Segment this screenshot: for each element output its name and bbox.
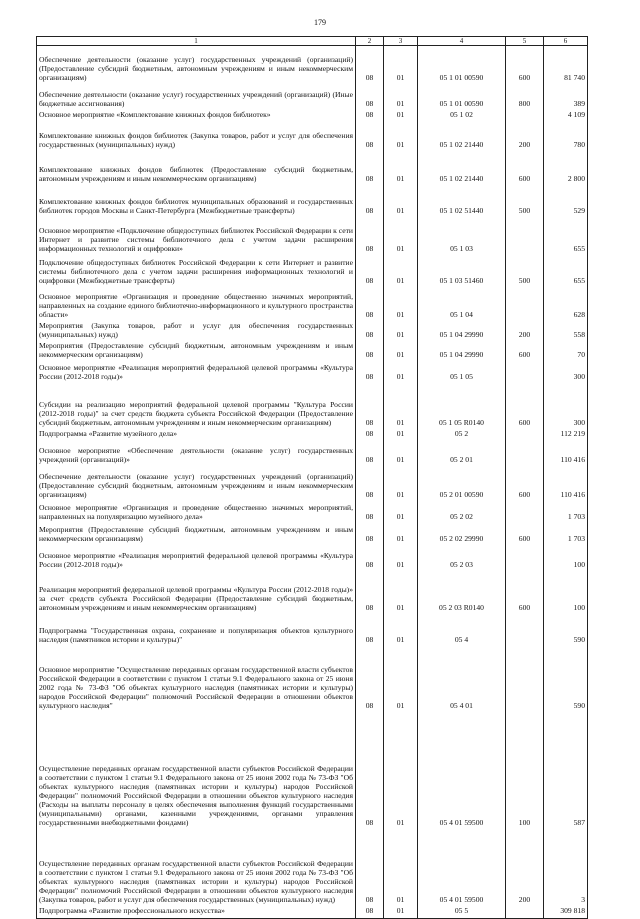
row-section: 08 (356, 713, 384, 830)
row-section: 08 (356, 647, 384, 713)
row-section: 08 (356, 288, 384, 322)
table-row (37, 502, 588, 524)
row-description: Подпрограмма «Развитие музейного дела» (37, 430, 356, 441)
row-target-code: 05 1 05 R0140 (418, 384, 506, 430)
row-target-code: 05 1 04 29990 (418, 342, 506, 362)
row-target-code: 05 1 04 (418, 288, 506, 322)
row-subsection: 01 (384, 256, 418, 288)
row-subsection: 01 (384, 362, 418, 384)
row-subsection: 01 (384, 288, 418, 322)
row-subsection: 01 (384, 907, 418, 919)
table-row (37, 256, 588, 288)
row-expense-type: 600 (506, 384, 544, 430)
row-amount: 309 818 (544, 907, 588, 919)
table-row (37, 647, 588, 713)
row-subsection: 01 (384, 152, 418, 186)
row-expense-type: 500 (506, 256, 544, 288)
row-target-code: 05 4 01 59500 (418, 713, 506, 830)
row-description: Основное мероприятие «Подключение общедоступных библиотек Российской Федерации к сети Интернет и развитие системы библиотечного дела с учетом задачи расширения информационных технологий и оцифровки» (37, 218, 356, 256)
table-row (37, 430, 588, 441)
row-amount: 112 219 (544, 430, 588, 441)
row-amount: 558 (544, 322, 588, 342)
row-amount: 300 (544, 384, 588, 430)
row-expense-type: 600 (506, 524, 544, 546)
row-section: 08 (356, 362, 384, 384)
row-amount: 529 (544, 186, 588, 218)
row-subsection: 01 (384, 111, 418, 122)
row-amount: 655 (544, 218, 588, 256)
table-row (37, 218, 588, 256)
row-subsection: 01 (384, 615, 418, 647)
row-description: Подпрограмма «Развитие профессионального искусства» (37, 907, 356, 919)
row-target-code: 05 1 04 29990 (418, 322, 506, 342)
table-row (37, 362, 588, 384)
row-amount: 81 740 (544, 46, 588, 85)
row-target-code: 05 2 03 R0140 (418, 572, 506, 615)
table-row (37, 111, 588, 122)
row-expense-type: 200 (506, 322, 544, 342)
row-section: 08 (356, 256, 384, 288)
row-target-code: 05 4 01 59500 (418, 830, 506, 907)
row-target-code: 05 1 01 00590 (418, 85, 506, 111)
row-amount: 590 (544, 615, 588, 647)
row-section: 08 (356, 122, 384, 152)
budget-table (36, 36, 588, 919)
header-col-1: 1 (37, 37, 356, 46)
row-section: 08 (356, 218, 384, 256)
row-subsection: 01 (384, 46, 418, 85)
row-subsection: 01 (384, 524, 418, 546)
row-description: Основное мероприятие «Комплектование книжных фондов библиотек» (37, 111, 356, 122)
row-target-code: 05 5 (418, 907, 506, 919)
table-row (37, 322, 588, 342)
row-amount: 1 703 (544, 524, 588, 546)
row-description: Основное мероприятие «Обеспечение деятельности (оказание услуг) государственных учреждений (организаций)» (37, 441, 356, 467)
table-row (37, 152, 588, 186)
row-expense-type: 200 (506, 830, 544, 907)
row-description: Мероприятия (Предоставление субсидий бюджетным, автономным учреждениям и иным некоммерческим организациям) (37, 524, 356, 546)
row-amount: 100 (544, 572, 588, 615)
row-section: 08 (356, 546, 384, 572)
row-expense-type (506, 502, 544, 524)
row-section: 08 (356, 830, 384, 907)
row-description: Основное мероприятие «Реализация мероприятий федеральной целевой программы «Культура России (2012-2018 годы)» (37, 546, 356, 572)
row-amount: 590 (544, 647, 588, 713)
row-subsection: 01 (384, 830, 418, 907)
table-row (37, 46, 588, 85)
row-amount: 70 (544, 342, 588, 362)
row-subsection: 01 (384, 430, 418, 441)
row-section: 08 (356, 502, 384, 524)
table-row (37, 615, 588, 647)
header-col-4: 4 (418, 37, 506, 46)
row-target-code: 05 2 01 00590 (418, 467, 506, 502)
row-expense-type: 600 (506, 342, 544, 362)
row-subsection: 01 (384, 122, 418, 152)
row-subsection: 01 (384, 441, 418, 467)
table-row (37, 713, 588, 830)
page-number: 179 (314, 18, 326, 27)
row-amount: 4 109 (544, 111, 588, 122)
row-expense-type (506, 111, 544, 122)
row-description: Осуществление переданных органам государственной власти субъектов Российской Федерации в соответствии с пунктом 1 статьи 9.1 Федерального закона от 25 июня 2002 года № 73-ФЗ "Об объектах культурного наследия (памятниках истории и культуры) народов Российской Федерации" полномочий Российской Федерации в отношении объектов культурного наследия (Закупка товаров, работ и услуг для обеспечения государственных (муниципальных) нужд) (37, 830, 356, 907)
row-description: Комплектование книжных фондов библиотек муниципальных образований и государственных библиотек городов Москвы и Санкт-Петербурга (Межбюджетные трансферты) (37, 186, 356, 218)
table-row (37, 467, 588, 502)
table-row (37, 907, 588, 919)
row-section: 08 (356, 322, 384, 342)
row-amount: 2 800 (544, 152, 588, 186)
row-target-code: 05 4 (418, 615, 506, 647)
row-description: Основное мероприятие «Организация и проведение общественно значимых мероприятий, направленных на популяризацию музейного дела» (37, 502, 356, 524)
row-subsection: 01 (384, 322, 418, 342)
row-section: 08 (356, 524, 384, 546)
row-description: Подключение общедоступных библиотек Российской Федерации к сети Интернет и развитие системы библиотечного дела с учетом задачи расширения информационных технологий и оцифровки (Межбюджетные трансферты) (37, 256, 356, 288)
table-row (37, 288, 588, 322)
row-section: 08 (356, 111, 384, 122)
row-subsection: 01 (384, 342, 418, 362)
table-row (37, 342, 588, 362)
row-target-code: 05 1 03 51460 (418, 256, 506, 288)
row-expense-type: 600 (506, 572, 544, 615)
row-expense-type (506, 647, 544, 713)
row-target-code: 05 2 02 (418, 502, 506, 524)
row-target-code: 05 2 02 29990 (418, 524, 506, 546)
row-expense-type (506, 546, 544, 572)
row-expense-type: 600 (506, 46, 544, 85)
row-subsection: 01 (384, 647, 418, 713)
row-subsection: 01 (384, 546, 418, 572)
table-row (37, 830, 588, 907)
row-section: 08 (356, 186, 384, 218)
table-row (37, 546, 588, 572)
row-amount: 655 (544, 256, 588, 288)
row-description: Комплектование книжных фондов библиотек (Закупка товаров, работ и услуг для обеспечения государственных (муниципальных) нужд) (37, 122, 356, 152)
row-expense-type: 600 (506, 467, 544, 502)
row-subsection: 01 (384, 502, 418, 524)
row-target-code: 05 2 03 (418, 546, 506, 572)
header-col-6: 6 (544, 37, 588, 46)
row-subsection: 01 (384, 467, 418, 502)
row-expense-type: 600 (506, 152, 544, 186)
row-expense-type (506, 430, 544, 441)
row-subsection: 01 (384, 384, 418, 430)
row-subsection: 01 (384, 572, 418, 615)
row-expense-type (506, 615, 544, 647)
row-subsection: 01 (384, 713, 418, 830)
header-col-2: 2 (356, 37, 384, 46)
row-description: Основное мероприятие «Организация и проведение общественно значимых мероприятий, направленных на создание единого библиотечно-информационного и культурного пространства области» (37, 288, 356, 322)
row-amount: 587 (544, 713, 588, 830)
row-target-code: 05 4 01 (418, 647, 506, 713)
row-amount: 100 (544, 546, 588, 572)
row-section: 08 (356, 430, 384, 441)
row-subsection: 01 (384, 85, 418, 111)
row-section: 08 (356, 441, 384, 467)
row-amount: 780 (544, 122, 588, 152)
row-description: Субсидии на реализацию мероприятий федеральной целевой программы "Культура России (2012-2018 годы)" за счет средств бюджета субъекта Российской Федерации (Предоставление субсидий бюджетным, автономным учреждениям и иным некоммерческим организациям) (37, 384, 356, 430)
row-expense-type (506, 288, 544, 322)
row-amount: 110 416 (544, 441, 588, 467)
header-col-5: 5 (506, 37, 544, 46)
row-section: 08 (356, 46, 384, 85)
row-amount: 110 416 (544, 467, 588, 502)
row-subsection: 01 (384, 218, 418, 256)
row-target-code: 05 1 02 (418, 111, 506, 122)
table-row (37, 572, 588, 615)
table-row (37, 122, 588, 152)
row-target-code: 05 1 01 00590 (418, 46, 506, 85)
row-description: Основное мероприятие "Осуществление переданных органам государственной власти субъектов Российской Федерации в соответствии с пунктом 1 статьи 9.1 Федерального закона от 25 июня 2002 года № 73-ФЗ "Об объектах культурного наследия (памятниках истории и культуры) народов Российской Федерации" полномочий Российской Федерации в отношении объектов культурного наследия" (37, 647, 356, 713)
header-row (37, 37, 588, 46)
row-section: 08 (356, 615, 384, 647)
row-description: Подпрограмма "Государственная охрана, сохранение и популяризация объектов культурного наследия (памятников истории и культуры)" (37, 615, 356, 647)
table-row (37, 186, 588, 218)
row-expense-type (506, 218, 544, 256)
row-expense-type (506, 441, 544, 467)
row-expense-type (506, 907, 544, 919)
row-expense-type: 200 (506, 122, 544, 152)
row-expense-type: 800 (506, 85, 544, 111)
table-row (37, 441, 588, 467)
row-section: 08 (356, 572, 384, 615)
row-target-code: 05 1 02 21440 (418, 152, 506, 186)
row-description: Осуществление переданных органам государственной власти субъектов Российской Федерации в соответствии с пунктом 1 статьи 9.1 Федерального закона от 25 июня 2002 года № 73-ФЗ "Об объектах культурного наследия (памятниках истории и культуры) народов Российской Федерации" полномочий Российской Федерации в отношении объектов культурного наследия (Расходы на выплаты персоналу в целях обеспечения выполнения функций государственными (муниципальными) органами, казенными учреждениями, органами управления государственными внебюджетными фондами) (37, 713, 356, 830)
table-row (37, 85, 588, 111)
row-target-code: 05 1 02 21440 (418, 122, 506, 152)
row-section: 08 (356, 467, 384, 502)
row-amount: 628 (544, 288, 588, 322)
row-section: 08 (356, 152, 384, 186)
row-target-code: 05 1 05 (418, 362, 506, 384)
row-section: 08 (356, 85, 384, 111)
row-section: 08 (356, 384, 384, 430)
row-description: Обеспечение деятельности (оказание услуг) государственных учреждений (организаций) (Иные бюджетные ассигнования) (37, 85, 356, 111)
header-col-3: 3 (384, 37, 418, 46)
row-target-code: 05 2 01 (418, 441, 506, 467)
row-description: Мероприятия (Закупка товаров, работ и услуг для обеспечения государственных (муниципальных) нужд) (37, 322, 356, 342)
row-target-code: 05 1 02 51440 (418, 186, 506, 218)
row-description: Реализация мероприятий федеральной целевой программы «Культура России (2012-2018 годы)» за счет средств субъекта Российской Федерации (Предоставление субсидий бюджетным, автономным учреждениям и иным некоммерческим организациям) (37, 572, 356, 615)
row-description: Обеспечение деятельности (оказание услуг) государственных учреждений (организаций) (Предоставление субсидий бюджетным, автономным учреждениям и иным некоммерческим организациям) (37, 46, 356, 85)
row-section: 08 (356, 907, 384, 919)
row-amount: 1 703 (544, 502, 588, 524)
table-row (37, 384, 588, 430)
row-amount: 3 (544, 830, 588, 907)
row-description: Мероприятия (Предоставление субсидий бюджетным, автономным учреждениям и иным некоммерческим организациям) (37, 342, 356, 362)
table-row (37, 524, 588, 546)
row-section: 08 (356, 342, 384, 362)
row-expense-type (506, 362, 544, 384)
row-description: Обеспечение деятельности (оказание услуг) государственных учреждений (организаций) (Предоставление субсидий бюджетным, автономным учреждениям и иным некоммерческим организациям) (37, 467, 356, 502)
row-subsection: 01 (384, 186, 418, 218)
row-target-code: 05 2 (418, 430, 506, 441)
row-expense-type: 500 (506, 186, 544, 218)
row-amount: 300 (544, 362, 588, 384)
row-description: Комплектование книжных фондов библиотек (Предоставление субсидий бюджетным, автономным учреждениям и иным некоммерческим организациям) (37, 152, 356, 186)
row-expense-type: 100 (506, 713, 544, 830)
row-target-code: 05 1 03 (418, 218, 506, 256)
row-description: Основное мероприятие «Реализация мероприятий федеральной целевой программы «Культура России (2012-2018 годы)» (37, 362, 356, 384)
row-amount: 389 (544, 85, 588, 111)
